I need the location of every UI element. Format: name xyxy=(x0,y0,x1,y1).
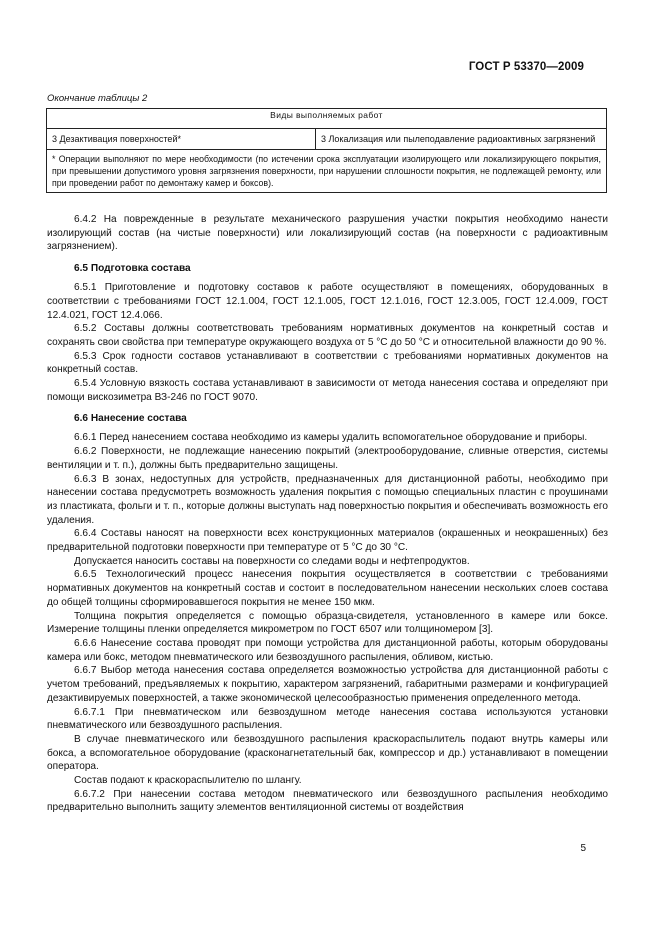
document-id-header: ГОСТ Р 53370—2009 xyxy=(468,61,584,73)
table-header-cell: Виды выполняемых работ xyxy=(47,109,607,129)
page-number: 5 xyxy=(580,843,586,854)
paragraph-6-4-2: 6.4.2 На поврежденные в результате механического разрушения участки покрытия необходимо нанести изолирующий состав (на чистые поверхности) или локализирующий состав (на поверхности с радиоактивным загрязнением). xyxy=(47,214,608,253)
paragraph-6-6-5-thickness: Толщина покрытия определяется с помощью образца-свидетеля, установленного в камере или боксе. Измерение толщины пленки определяется микрометром по ГОСТ 6507 или толщиномером [3]. xyxy=(47,610,608,636)
paragraph-6-6-4: 6.6.4 Составы наносят на поверхности всех конструкционных материалов (окрашенных и неокрашенных) без предварительной подготовки поверхности при температуре от 5 °С до 30 °С. xyxy=(47,528,608,554)
paragraph-6-6-4-note: Допускается наносить составы на поверхности со следами воды и нефтепродуктов. xyxy=(74,555,470,567)
table-footnote: * Операции выполняют по мере необходимости (по истечении срока эксплуатации изолирующего или локализирующего покрытия, при превышении допустимого уровня загрязнения поверхности, при нарушении сплошности покрытия, не подлежащей ремонту, или при проведении работ по демонтажу камер и боксов). xyxy=(47,150,607,193)
paragraph-6-6-7: 6.6.7 Выбор метода нанесения состава определяется возможностью устройства для дистанционной работы с учетом требований, предъявляемых к покрытию, характером загрязнений, габаритными размерами и конфигурацией дезактивируемых поверхностей, а также экономической целесообразностью применения определенного метода. xyxy=(47,665,608,704)
document-body xyxy=(47,213,608,815)
table-row xyxy=(47,129,607,150)
table-caption: Окончание таблицы 2 xyxy=(47,93,148,104)
section-heading-6-5: 6.5 Подготовка состава xyxy=(74,263,191,275)
paragraph-6-6-3: 6.6.3 В зонах, недоступных для устройств, предназначенных для дистанционной работы, необходимо при нанесении состава предусмотреть возможность удаления покрытия с помощью специальных пластин с проушинами из пластиката, фольги и т. п., которые должны выступать над поверхностью покрытия и обеспечивать возможность его удаления. xyxy=(47,473,608,526)
paragraph-6-6-5: 6.6.5 Технологический процесс нанесения покрытия осуществляется в соответствии с требованиями нормативных документов на конкретный состав и состоит в последовательном нанесении нескольких слоев состава до общей толщины сформировавшегося покрытия не менее 150 мкм. xyxy=(47,569,608,608)
paragraph-6-5-2: 6.5.2 Составы должны соответствовать требованиям нормативных документов на конкретный состав и сохранять свои свойства при температуре окружающего воздуха от 5 °С до 50 °С и относительной влажности до 90 %. xyxy=(47,323,608,348)
table-cell-left: 3 Дезактивация поверхностей* xyxy=(47,129,316,150)
table-note-row xyxy=(47,150,607,193)
paragraph-6-6-7-1: 6.6.7.1 При пневматическом или безвоздушном методе нанесения состава используются установки пневматического или безвоздушного распыления. xyxy=(47,706,608,732)
paragraph-6-5-1: 6.5.1 Приготовление и подготовку составов к работе осуществляют в помещениях, оборудованных в соответствии с требованиями ГОСТ 12.1.004, ГОСТ 12.1.005, ГОСТ 12.1.016, ГОСТ 12.3.005, ГОСТ 12.4.009, ГОСТ 12.4.021, ГОСТ 12.4.066. xyxy=(47,282,608,321)
section-heading-6-6: 6.6 Нанесение состава xyxy=(74,413,187,425)
table-2 xyxy=(46,108,607,193)
paragraph-6-5-4: 6.5.4 Условную вязкость состава устанавливают в зависимости от метода нанесения состава и определяют при помощи вискозиметра ВЗ-246 по ГОСТ 9070. xyxy=(47,378,608,403)
table-header-row xyxy=(47,109,607,129)
paragraph-6-5-3: 6.5.3 Срок годности составов устанавливают в соответствии с требованиями нормативных документов на конкретный состав. xyxy=(47,350,608,376)
paragraph-6-6-1: 6.6.1 Перед нанесением состава необходимо из камеры удалить вспомогательное оборудование и приборы. xyxy=(74,432,588,444)
paragraph-6-6-2: 6.6.2 Поверхности, не подлежащие нанесению покрытий (электрооборудование, сливные отверстия, системы вентиляции и т. п.), должны быть предварительно защищены. xyxy=(47,446,608,471)
paragraph-6-6-7-1-hose: Состав подают к краскораспылителю по шлангу. xyxy=(74,775,302,787)
paragraph-6-6-7-1-spray: В случае пневматического или безвоздушного распыления краскораспылитель подают внутрь камеры или бокса, а вспомогательное оборудование (красконагнетательный бак, компрессор и др.) устанавливают в помещении оператора. xyxy=(47,733,608,773)
table-cell-right: 3 Локализация или пылеподавление радиоактивных загрязнений xyxy=(316,129,607,150)
paragraph-6-6-7-2: 6.6.7.2 При нанесении состава методом пневматического или безвоздушного распыления необходимо предварительно выполнить защиту элементов вентиляционной системы от воздействия xyxy=(47,788,608,814)
paragraph-6-6-6: 6.6.6 Нанесение состава проводят при помощи устройства для дистанционной работы, которым оборудованы камера или бокс, методом пневматического или безвоздушного распыления, обливом, кистью. xyxy=(47,637,608,663)
